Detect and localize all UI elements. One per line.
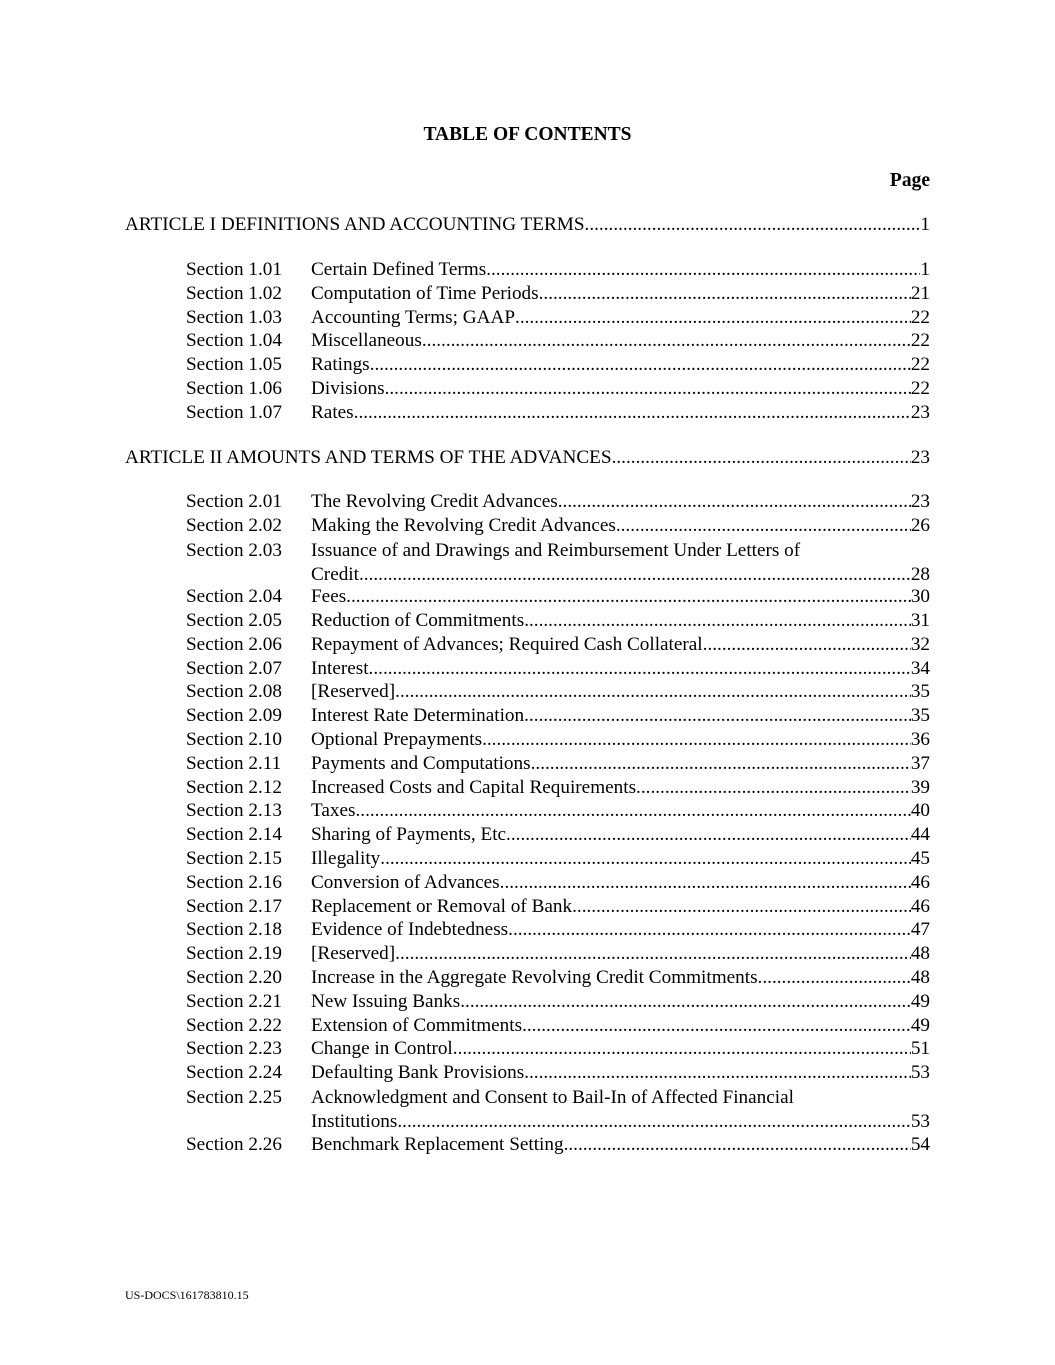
dot-leader [572, 896, 911, 918]
section-page: 22 [910, 330, 930, 351]
section-number: Section 2.07 [186, 658, 282, 679]
section-title: Conversion of Advances [311, 872, 500, 893]
dot-leader [482, 729, 911, 751]
toc-article-body [125, 214, 930, 236]
section-number: Section 2.21 [186, 991, 282, 1012]
section-title: Extension of Commitments [311, 1015, 523, 1036]
section-number: Section 2.16 [186, 872, 282, 893]
section-page: 46 [910, 896, 930, 917]
dot-leader [758, 967, 911, 989]
section-page: 53 [910, 1111, 930, 1132]
toc-article-1[interactable] [125, 214, 930, 238]
section-number: Section 2.23 [186, 1038, 282, 1059]
section-number: Section 2.15 [186, 848, 282, 869]
section-page: 47 [910, 919, 930, 940]
section-page: 39 [910, 777, 930, 798]
section-title: Issuance of and Drawings and Reimbursement Under Letters of [311, 540, 801, 561]
dot-leader [506, 824, 911, 846]
dot-leader [539, 283, 911, 305]
dot-leader [531, 753, 911, 775]
section-title-continued: Credit [311, 564, 359, 585]
section-title: Taxes [311, 800, 356, 821]
dot-leader [453, 1038, 911, 1060]
section-title: Interest [311, 658, 369, 679]
section-title: Replacement or Removal of Bank [311, 896, 573, 917]
toc-section-2-26[interactable] [186, 1134, 930, 1158]
section-page: 54 [910, 1134, 930, 1155]
toc-section-2-16[interactable] [186, 872, 930, 896]
section-page: 22 [910, 307, 930, 328]
section-number: Section 2.24 [186, 1062, 282, 1083]
toc-title: TABLE OF CONTENTS [423, 124, 632, 145]
section-number: Section 1.05 [186, 354, 282, 375]
section-number: Section 1.04 [186, 330, 282, 351]
section-number: Section 2.25 [186, 1087, 282, 1108]
section-title: Computation of Time Periods [311, 283, 539, 304]
section-number: Section 2.10 [186, 729, 282, 750]
section-page: 46 [910, 872, 930, 893]
section-title: Making the Revolving Credit Advances [311, 515, 616, 536]
dot-leader [636, 777, 911, 799]
toc-section-2-07[interactable] [186, 658, 930, 682]
section-number: Section 2.01 [186, 491, 282, 512]
toc-section-2-24[interactable] [186, 1062, 930, 1086]
toc-section-2-02[interactable] [186, 515, 930, 539]
section-page: 53 [910, 1062, 930, 1083]
toc-section-2-04[interactable] [186, 586, 930, 610]
section-page: 44 [910, 824, 930, 845]
section-page: 32 [910, 634, 930, 655]
section-title: Certain Defined Terms [311, 259, 487, 280]
dot-leader [612, 447, 911, 469]
section-number: Section 2.17 [186, 896, 282, 917]
section-page: 34 [910, 658, 930, 679]
dot-leader [564, 1134, 911, 1156]
dot-leader [524, 1062, 911, 1084]
toc-section-2-10[interactable] [186, 729, 930, 753]
toc-section-2-17[interactable] [186, 896, 930, 920]
toc-article-title: ARTICLE II AMOUNTS AND TERMS OF THE ADVANCES [125, 447, 612, 468]
toc-section-2-12[interactable] [186, 777, 930, 801]
toc-article-2[interactable] [125, 447, 930, 471]
section-title: Rates [311, 402, 354, 423]
section-number: Section 2.05 [186, 610, 282, 631]
toc-section-1-03[interactable] [186, 307, 930, 331]
toc-section-1-05[interactable] [186, 354, 930, 378]
toc-section-2-20[interactable] [186, 967, 930, 991]
section-number: Section 2.19 [186, 943, 282, 964]
dot-leader [703, 634, 911, 656]
section-number: Section 2.11 [186, 753, 282, 774]
document-footer-id: US-DOCS\161783810.15 [125, 1288, 249, 1302]
toc-section-1-07[interactable] [186, 402, 930, 426]
toc-section-2-09[interactable] [186, 705, 930, 729]
section-title: Payments and Computations [311, 753, 531, 774]
section-page: 49 [910, 1015, 930, 1036]
dot-leader [524, 705, 911, 727]
section-page: 40 [910, 800, 930, 821]
toc-section-2-21[interactable] [186, 991, 930, 1015]
dot-leader [515, 307, 911, 329]
dot-leader [522, 1015, 911, 1037]
section-page: 21 [910, 283, 930, 304]
section-number: Section 1.06 [186, 378, 282, 399]
section-page: 35 [910, 705, 930, 726]
section-number: Section 2.22 [186, 1015, 282, 1036]
dot-leader [359, 563, 911, 587]
section-title: Defaulting Bank Provisions [311, 1062, 525, 1083]
toc-section-1-02[interactable] [186, 283, 930, 307]
section-title: [Reserved] [311, 681, 396, 702]
dot-leader [558, 491, 911, 513]
toc-section-2-11[interactable] [186, 753, 930, 777]
section-page: 31 [910, 610, 930, 631]
section-number: Section 1.07 [186, 402, 282, 423]
section-page: 36 [910, 729, 930, 750]
section-title: Repayment of Advances; Required Cash Collateral [311, 634, 703, 655]
section-number: Section 2.14 [186, 824, 282, 845]
section-title: Accounting Terms; GAAP [311, 307, 516, 328]
section-number: Section 2.18 [186, 919, 282, 940]
toc-section-2-22[interactable] [186, 1015, 930, 1039]
section-title: The Revolving Credit Advances [311, 491, 558, 512]
dot-leader [500, 872, 911, 894]
section-page: 23 [910, 402, 930, 423]
dot-leader [346, 586, 911, 608]
section-title: Increase in the Aggregate Revolving Credit Commitments [311, 967, 758, 988]
section-page: 48 [910, 943, 930, 964]
section-title: Miscellaneous [311, 330, 422, 351]
section-title: Sharing of Payments, Etc [311, 824, 507, 845]
section-page: 23 [910, 491, 930, 512]
section-title: New Issuing Banks [311, 991, 461, 1012]
section-number: Section 1.02 [186, 283, 282, 304]
toc-section-1-06[interactable] [186, 378, 930, 402]
dot-leader [370, 354, 911, 376]
section-title: Benchmark Replacement Setting [311, 1134, 564, 1155]
section-number: Section 2.06 [186, 634, 282, 655]
dot-leader [354, 402, 911, 424]
section-page: 37 [910, 753, 930, 774]
section-title: [Reserved] [311, 943, 396, 964]
dot-leader [380, 848, 911, 870]
toc-article-body [125, 447, 930, 469]
toc-section-2-06[interactable] [186, 634, 930, 658]
section-title: Reduction of Commitments [311, 610, 525, 631]
toc-section-2-05[interactable] [186, 610, 930, 634]
dot-leader [616, 515, 911, 537]
dot-leader [486, 259, 920, 281]
section-title: Optional Prepayments [311, 729, 483, 750]
section-page: 45 [910, 848, 930, 869]
toc-section-2-13[interactable] [186, 800, 930, 824]
section-page: 49 [910, 991, 930, 1012]
dot-leader [385, 378, 911, 400]
toc-section-2-01[interactable] [186, 491, 930, 515]
dot-leader [395, 943, 911, 965]
section-page: 1 [920, 259, 930, 280]
section-title: Illegality [311, 848, 381, 869]
dot-leader [460, 991, 911, 1013]
section-title: Fees [311, 586, 347, 607]
section-number: Section 2.12 [186, 777, 282, 798]
section-page: 48 [910, 967, 930, 988]
section-page: 30 [910, 586, 930, 607]
section-number: Section 2.02 [186, 515, 282, 536]
toc-section-2-23[interactable] [186, 1038, 930, 1062]
toc-article-page: 23 [910, 447, 930, 468]
toc-article-title: ARTICLE I DEFINITIONS AND ACCOUNTING TERMS [125, 214, 585, 235]
dot-leader [355, 800, 910, 822]
section-page: 28 [910, 564, 930, 585]
section-title: Divisions [311, 378, 385, 399]
section-title: Evidence of Indebtedness [311, 919, 509, 940]
section-title: Interest Rate Determination [311, 705, 525, 726]
dot-leader [508, 919, 911, 941]
dot-leader [422, 330, 911, 352]
section-number: Section 2.03 [186, 540, 282, 561]
toc-section-2-08[interactable] [186, 681, 930, 705]
section-number: Section 2.09 [186, 705, 282, 726]
toc-section-1-01[interactable] [186, 259, 930, 283]
section-title: Acknowledgment and Consent to Bail-In of Affected Financial [311, 1087, 794, 1108]
toc-section-2-25[interactable] [186, 1086, 930, 1134]
dot-leader [585, 214, 921, 236]
section-page: 22 [910, 378, 930, 399]
toc-article-page: 1 [920, 214, 930, 235]
dot-leader [524, 610, 911, 632]
section-page: 35 [910, 681, 930, 702]
section-number: Section 2.13 [186, 800, 282, 821]
section-number: Section 2.08 [186, 681, 282, 702]
toc-section-2-18[interactable] [186, 919, 930, 943]
section-number: Section 2.04 [186, 586, 282, 607]
section-title: Ratings [311, 354, 370, 375]
dot-leader [395, 681, 911, 703]
page-column-label: Page [889, 170, 930, 191]
section-number: Section 1.03 [186, 307, 282, 328]
dot-leader [397, 1110, 910, 1134]
section-page: 22 [910, 354, 930, 375]
toc-section-2-14[interactable] [186, 824, 930, 848]
toc-section-2-15[interactable] [186, 848, 930, 872]
toc-section-2-19[interactable] [186, 943, 930, 967]
section-number: Section 2.26 [186, 1134, 282, 1155]
section-number: Section 1.01 [186, 259, 282, 280]
section-page: 51 [910, 1038, 930, 1059]
section-number: Section 2.20 [186, 967, 282, 988]
section-page: 26 [910, 515, 930, 536]
section-title: Change in Control [311, 1038, 453, 1059]
toc-section-1-04[interactable] [186, 330, 930, 354]
section-title: Increased Costs and Capital Requirements [311, 777, 637, 798]
dot-leader [369, 658, 911, 680]
toc-section-2-03[interactable] [186, 539, 930, 587]
section-title-continued: Institutions [311, 1111, 398, 1132]
